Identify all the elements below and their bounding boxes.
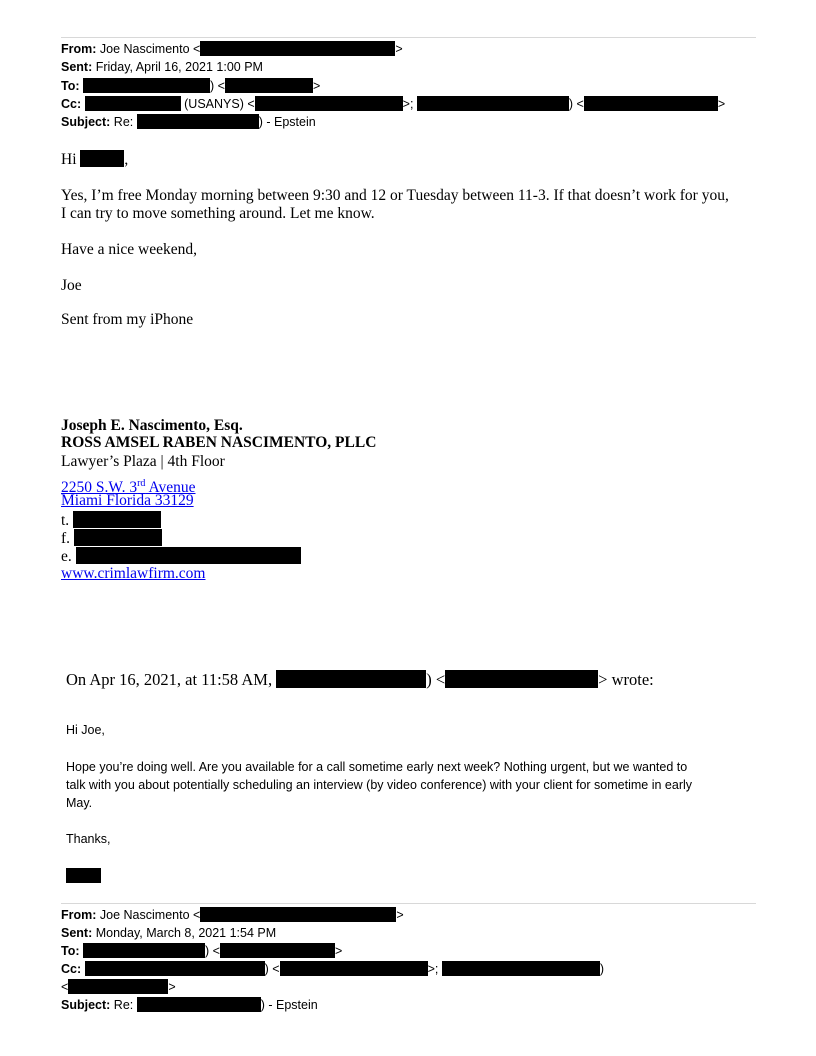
redaction bbox=[584, 96, 718, 111]
quoted-greeting: Hi Joe, bbox=[66, 723, 105, 737]
from-label: From: bbox=[61, 42, 97, 56]
city-link[interactable]: Miami Florida 33129 bbox=[61, 492, 194, 509]
redaction bbox=[68, 979, 168, 994]
redaction bbox=[137, 114, 259, 129]
quoted-wrote: > wrote: bbox=[598, 670, 654, 689]
phone-label: t. bbox=[61, 512, 70, 529]
cc-label: Cc: bbox=[61, 97, 82, 111]
redaction bbox=[442, 961, 600, 976]
from-value: Joe Nascimento < bbox=[99, 42, 201, 56]
redaction bbox=[417, 96, 569, 111]
redaction bbox=[76, 547, 301, 564]
redaction bbox=[85, 961, 265, 976]
redaction bbox=[80, 150, 124, 167]
sig-firm: ROSS AMSEL RABEN NASCIMENTO, PLLC bbox=[61, 434, 377, 451]
sent-value: Friday, April 16, 2021 1:00 PM bbox=[95, 60, 263, 74]
from-value: Joe Nascimento < bbox=[99, 908, 201, 922]
redaction bbox=[200, 907, 396, 922]
subject-label: Subject: bbox=[61, 998, 111, 1012]
closing: Have a nice weekend, bbox=[61, 241, 197, 258]
quoted-thanks: Thanks, bbox=[66, 832, 111, 846]
body-line-2: I can try to move something around. Let me know. bbox=[61, 205, 375, 222]
document-page: From: Joe Nascimento < > Sent: Friday, April 16, 2021 1:00 PM To: ) < > Cc: (USANYS) < >; ) < > Subject: Re: ) - Epstein Hi , Yes, I’m free Monday morning between 9:30 and 12 or Tuesday between 11-3. If that doesn’t work for you, I can try to move something around. Let me know. Have a nice weekend, Joe Sent from my iPhone Joseph E. Nascimento, Esq. ROSS AMSEL RABEN NASCIMENTO, PLLC Lawyer’s Plaza | 4th Floor 2250 S.W. 3rd Avenue Miami Florida 33129 t. f. e. www.crimlawfirm.com On Apr 16, 2021, at 11:58 AM, ) < > wrote: Hi Joe, Hope you’re doing well. Are you available for a call sometime early next week? Nothing urgent, but we wanted to talk with you about potentially scheduling an interview (by video conference) with your client for sometime in early May. Thanks, From: Joe Nascimento < > Sent: Monday, March 8, 2021 1:54 PM To: ) < > Cc: ) < >; ) < > Subject: Re: ) - Epstein bbox=[0, 0, 816, 1056]
sig-name: Joseph E. Nascimento, Esq. bbox=[61, 417, 243, 434]
quoted-line-3: May. bbox=[66, 796, 93, 810]
quoted-line-1: Hope you’re doing well. Are you available for a call sometime early next week? Nothing urgent, but we wanted to bbox=[66, 760, 688, 774]
redaction bbox=[137, 997, 261, 1012]
redaction bbox=[276, 670, 426, 688]
redaction bbox=[66, 868, 101, 883]
sent-label: Sent: bbox=[61, 926, 93, 940]
redaction bbox=[83, 78, 210, 93]
redaction bbox=[220, 943, 335, 958]
redaction bbox=[255, 96, 403, 111]
subject-suffix: ) - Epstein bbox=[258, 115, 316, 129]
device-line: Sent from my iPhone bbox=[61, 311, 194, 328]
fax-label: f. bbox=[61, 530, 71, 547]
sig-building: Lawyer’s Plaza | 4th Floor bbox=[61, 453, 225, 470]
email-label: e. bbox=[61, 548, 72, 565]
subject-prefix: Re: bbox=[113, 998, 134, 1012]
sender-name: Joe bbox=[61, 277, 82, 294]
redaction bbox=[200, 41, 395, 56]
cc-org: (USANYS) < bbox=[184, 97, 255, 111]
subject-suffix: ) - Epstein bbox=[260, 998, 318, 1012]
sent-label: Sent: bbox=[61, 60, 93, 74]
website-link[interactable]: www.crimlawfirm.com bbox=[61, 565, 206, 582]
body-line-1: Yes, I’m free Monday morning between 9:30 and 12 or Tuesday between 11-3. If that doesn’t work for you, bbox=[61, 187, 729, 204]
redaction bbox=[85, 96, 181, 111]
address-avenue: Avenue bbox=[145, 479, 196, 497]
redaction bbox=[225, 78, 313, 93]
sent-value: Monday, March 8, 2021 1:54 PM bbox=[95, 926, 277, 940]
address-sup: rd bbox=[137, 478, 146, 489]
to-label: To: bbox=[61, 944, 80, 958]
quoted-intro: On Apr 16, 2021, at 11:58 AM, bbox=[66, 670, 273, 689]
redaction bbox=[280, 961, 428, 976]
redaction bbox=[83, 943, 205, 958]
redaction bbox=[74, 529, 162, 546]
divider bbox=[61, 37, 756, 38]
subject-prefix: Re: bbox=[113, 115, 134, 129]
address-street: 2250 S.W. 3 bbox=[61, 479, 138, 497]
greeting: Hi bbox=[61, 151, 77, 168]
subject-label: Subject: bbox=[61, 115, 111, 129]
redaction bbox=[445, 670, 598, 688]
to-label: To: bbox=[61, 79, 80, 93]
quoted-line-2: talk with you about potentially scheduling an interview (by video conference) with your client for sometime in early bbox=[66, 778, 693, 792]
divider bbox=[61, 903, 756, 904]
cc-label: Cc: bbox=[61, 962, 82, 976]
redaction bbox=[73, 511, 161, 528]
from-label: From: bbox=[61, 908, 97, 922]
